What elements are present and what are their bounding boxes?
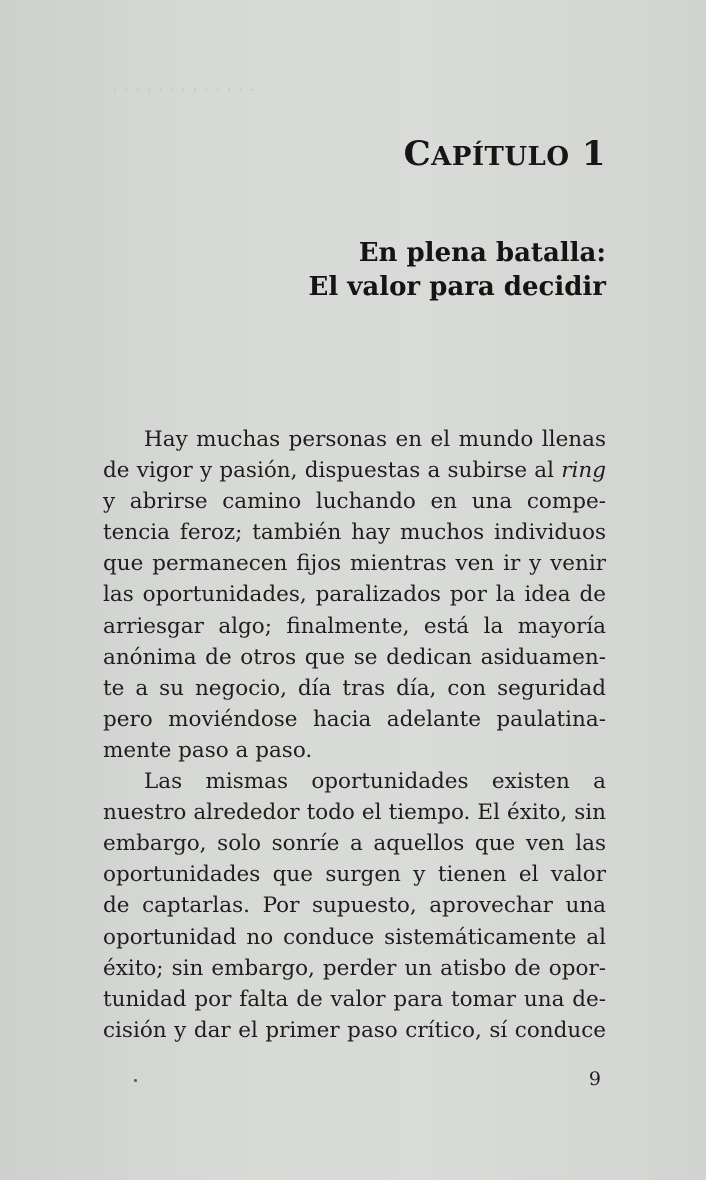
italic-word: ring bbox=[561, 458, 606, 484]
text-line-prefix: de vigor y pasión, dispuestas a subirse al bbox=[103, 458, 562, 484]
text-line bbox=[103, 455, 606, 486]
text-line: las oportunidades, paralizados por la idea de bbox=[103, 582, 606, 608]
chapter-title-line-1: En plena batalla: bbox=[358, 238, 606, 268]
text-line: y abrirse camino luchando en una compe- bbox=[103, 489, 606, 515]
text-line: mente paso a paso. bbox=[103, 737, 313, 763]
chapter-word: APÍTULO bbox=[431, 142, 570, 172]
text-line: arriesgar algo; finalmente, está la mayoría bbox=[103, 613, 606, 639]
text-line: de captarlas. Por supuesto, aprovechar una bbox=[103, 893, 606, 919]
chapter-title-line-2: El valor para decidir bbox=[308, 272, 606, 302]
chapter-number: 1 bbox=[581, 134, 606, 174]
text-line: cisión y dar el primer paso crítico, sí conduce bbox=[103, 1017, 606, 1043]
text-line: oportunidad no conduce sistemáticamente al bbox=[103, 924, 606, 950]
text-line: oportunidades que surgen y tienen el valor bbox=[103, 862, 606, 888]
paper-speck bbox=[134, 1079, 137, 1082]
body-text bbox=[103, 424, 606, 1046]
text-line: te a su negocio, día tras día, con seguridad bbox=[103, 675, 606, 701]
text-line: éxito; sin embargo, perder un atisbo de opor- bbox=[103, 955, 606, 981]
text-line: Las mismas oportunidades existen a bbox=[144, 769, 606, 795]
chapter-heading bbox=[404, 134, 606, 174]
bleed-through-text: · · · · · · · · · · · · · bbox=[112, 80, 256, 101]
text-line: pero moviéndose hacia adelante paulatina- bbox=[103, 706, 606, 732]
text-line: Hay muchas personas en el mundo llenas bbox=[144, 427, 606, 452]
chapter-title bbox=[106, 236, 606, 304]
page-number: 9 bbox=[588, 1068, 601, 1090]
text-line: anónima de otros que se dedican asiduamen- bbox=[103, 644, 606, 670]
text-line: embargo, solo sonríe a aquellos que ven las bbox=[103, 831, 606, 857]
text-line: tencia feroz; también hay muchos individuos bbox=[103, 520, 606, 546]
text-line: tunidad por falta de valor para tomar una de- bbox=[103, 986, 606, 1012]
text-line: nuestro alrededor todo el tiempo. El éxito, sin bbox=[103, 800, 606, 826]
chapter-first-letter: C bbox=[403, 134, 432, 174]
text-line: que permanecen fijos mientras ven ir y venir bbox=[103, 551, 606, 577]
